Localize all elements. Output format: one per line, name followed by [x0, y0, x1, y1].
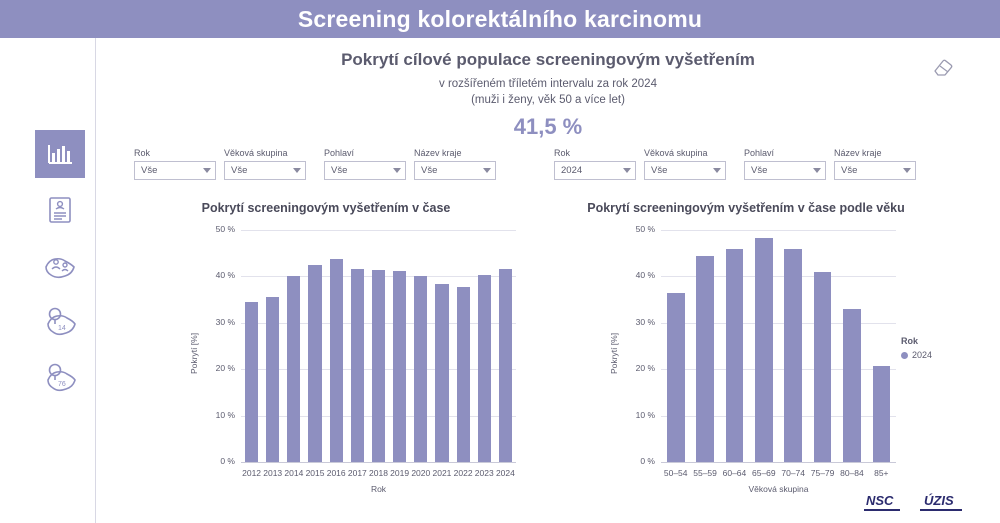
- page-title: Screening kolorektálního karcinomu: [297, 6, 703, 32]
- bar[interactable]: [308, 265, 321, 462]
- chart-subtitle-secondary: v rozšířeném tříletém intervalu za rok 2024: [439, 78, 657, 90]
- y-axis-tick-label: 50 %: [635, 224, 655, 234]
- x-axis-line: [661, 462, 896, 463]
- filter-dropdown[interactable]: [414, 161, 496, 180]
- sidebar-item-report[interactable]: [35, 186, 85, 234]
- bar[interactable]: [478, 275, 491, 462]
- svg-text:76: 76: [58, 381, 66, 388]
- y-axis-tick-label: 20 %: [215, 363, 235, 374]
- x-axis-line: [241, 462, 516, 463]
- filter-value: 2024: [561, 165, 583, 176]
- x-axis-tick-label: 2015: [305, 468, 325, 478]
- bar-chart-icon: [45, 141, 75, 167]
- y-axis-tick-label: 50 %: [215, 224, 235, 234]
- chevron-down-icon: [813, 168, 821, 173]
- x-axis-tick-label: 2022: [453, 468, 473, 478]
- x-axis-tick-label: 2018: [369, 468, 388, 478]
- clear-filters-button[interactable]: [932, 56, 954, 78]
- legend-color-swatch: [901, 352, 908, 359]
- legend: [901, 336, 932, 360]
- legend-item-label: 2024: [912, 350, 933, 360]
- chart-coverage-over-time: [116, 218, 536, 508]
- filter-vekova-skupina-left[interactable]: [224, 148, 306, 180]
- x-axis-tick-label: 85+: [874, 468, 889, 478]
- x-axis-tick-label: 2020: [411, 468, 431, 478]
- y-axis-tick-label: 10 %: [215, 409, 235, 420]
- y-axis-tick-label: 30 %: [635, 316, 655, 327]
- filter-dropdown[interactable]: [554, 161, 636, 180]
- y-axis-tick-label: 30 %: [215, 316, 235, 327]
- filter-dropdown[interactable]: [224, 161, 306, 180]
- x-axis-tick-label: 2024: [495, 468, 515, 478]
- filter-label: Rok: [554, 148, 571, 158]
- chevron-down-icon: [393, 168, 401, 173]
- filter-label: Název kraje: [834, 148, 882, 158]
- x-axis-tick-label: 2014: [284, 468, 304, 478]
- logo-uzis: ÚZIS: [924, 493, 954, 508]
- filter-nazev-kraje-left[interactable]: [414, 148, 496, 180]
- filter-label: Věková skupina: [644, 148, 708, 158]
- chevron-down-icon: [483, 168, 491, 173]
- filter-value: Vše: [421, 165, 438, 176]
- filter-label: Pohlaví: [324, 148, 355, 158]
- x-axis-tick-label: 2019: [390, 468, 410, 478]
- y-axis-tick-label: 40 %: [635, 270, 655, 281]
- filter-pohlavi-left[interactable]: [324, 148, 406, 180]
- filter-value: Vše: [141, 165, 158, 176]
- filter-nazev-kraje-right[interactable]: [834, 148, 916, 180]
- bar[interactable]: [266, 297, 279, 462]
- bar[interactable]: [245, 302, 258, 462]
- filter-label: Název kraje: [414, 148, 462, 158]
- x-axis-tick-label: 60–64: [722, 468, 747, 478]
- chevron-down-icon: [623, 168, 631, 173]
- report-document-icon: [45, 195, 75, 225]
- bar[interactable]: [873, 366, 891, 462]
- bar[interactable]: [435, 284, 448, 462]
- filter-label: Pohlaví: [744, 148, 775, 158]
- x-axis-tick-label: 2013: [263, 468, 283, 478]
- y-axis-tick-label: 20 %: [635, 363, 655, 374]
- y-axis-tick-label: 10 %: [635, 409, 655, 420]
- filter-vekova-skupina-right[interactable]: [644, 148, 726, 180]
- svg-text:14: 14: [58, 325, 66, 332]
- bar[interactable]: [667, 293, 685, 462]
- sidebar: [0, 38, 96, 523]
- filter-dropdown[interactable]: [324, 161, 406, 180]
- chevron-down-icon: [903, 168, 911, 173]
- x-axis-tick-label: 65–69: [751, 468, 776, 478]
- map-people-icon: [43, 251, 77, 281]
- filter-value: Vše: [331, 165, 348, 176]
- y-axis-tick-label: 40 %: [215, 270, 235, 281]
- bar[interactable]: [784, 249, 802, 462]
- x-axis-title: Rok: [370, 484, 387, 494]
- bar[interactable]: [755, 238, 773, 462]
- filter-value: Vše: [651, 165, 668, 176]
- bar[interactable]: [457, 287, 470, 462]
- bar[interactable]: [351, 269, 364, 462]
- filter-value: Vše: [751, 165, 768, 176]
- filter-pohlavi-right[interactable]: [744, 148, 826, 180]
- y-axis-tick-label: 0 %: [220, 456, 235, 466]
- legend-item[interactable]: [901, 350, 932, 360]
- headline-metric: 41,5 %: [513, 114, 583, 139]
- map-pin-14-icon: [43, 306, 77, 338]
- eraser-icon: [932, 65, 954, 82]
- chart-title-left: Pokrytí screeningovým vyšetřením v čase: [201, 201, 451, 215]
- x-axis-title: Věková skupina: [748, 484, 809, 494]
- main-panel: [96, 38, 1000, 523]
- x-axis-tick-label: 80–84: [840, 468, 864, 478]
- gridline: [241, 230, 516, 231]
- filter-dropdown[interactable]: [644, 161, 726, 180]
- y-axis-tick-label: 0 %: [640, 456, 655, 466]
- y-axis-title: Pokrytí [%]: [189, 332, 199, 374]
- sidebar-item-map-people[interactable]: [35, 242, 85, 290]
- logo-nsc: NSC: [866, 493, 894, 508]
- filter-label: Rok: [134, 148, 151, 158]
- bar[interactable]: [330, 259, 343, 462]
- filter-value: Vše: [841, 165, 858, 176]
- bar[interactable]: [499, 269, 512, 462]
- x-axis-tick-label: 2021: [432, 468, 452, 478]
- chevron-down-icon: [713, 168, 721, 173]
- chart-subtitle-tertiary: (muži i ženy, věk 50 a více let): [471, 94, 625, 106]
- gridline: [661, 230, 896, 231]
- chart-title-right: Pokrytí screeningovým vyšetřením v čase podle věku: [587, 201, 905, 215]
- x-axis-tick-label: 2017: [347, 468, 367, 478]
- legend-title: Rok: [901, 336, 919, 346]
- filter-dropdown[interactable]: [134, 161, 216, 180]
- sidebar-item-map-regions-14[interactable]: [35, 298, 85, 346]
- x-axis-tick-label: 2016: [326, 468, 346, 478]
- chevron-down-icon: [203, 168, 211, 173]
- bar[interactable]: [843, 309, 861, 462]
- bar[interactable]: [726, 249, 744, 462]
- bar[interactable]: [414, 276, 427, 462]
- filter-dropdown[interactable]: [744, 161, 826, 180]
- bar[interactable]: [814, 272, 832, 462]
- map-pin-76-icon: [43, 362, 77, 394]
- bar[interactable]: [287, 276, 300, 462]
- filter-rok-left[interactable]: [134, 148, 216, 180]
- filter-rok-right[interactable]: [554, 148, 636, 180]
- x-axis-tick-label: 2012: [242, 468, 262, 478]
- x-axis-tick-label: 2023: [474, 468, 494, 478]
- chart-subtitle-primary: Pokrytí cílové populace screeningovým vyšetřením: [341, 50, 755, 69]
- x-axis-tick-label: 50–54: [663, 468, 688, 478]
- logo-uzis-underline: [920, 509, 962, 511]
- x-axis-tick-label: 55–59: [693, 468, 717, 478]
- logo-nsc-underline: [864, 509, 900, 511]
- bar[interactable]: [696, 256, 714, 462]
- chevron-down-icon: [293, 168, 301, 173]
- filter-dropdown[interactable]: [834, 161, 916, 180]
- filter-value: Vše: [231, 165, 248, 176]
- sidebar-item-bar-chart[interactable]: [35, 130, 85, 178]
- bar[interactable]: [393, 271, 406, 462]
- filter-label: Věková skupina: [224, 148, 288, 158]
- sidebar-item-map-regions-76[interactable]: [35, 354, 85, 402]
- y-axis-title: Pokrytí [%]: [609, 332, 619, 374]
- chart-coverage-by-age: [536, 218, 956, 508]
- x-axis-tick-label: 70–74: [781, 468, 805, 478]
- bar[interactable]: [372, 270, 385, 462]
- x-axis-tick-label: 75–79: [810, 468, 835, 478]
